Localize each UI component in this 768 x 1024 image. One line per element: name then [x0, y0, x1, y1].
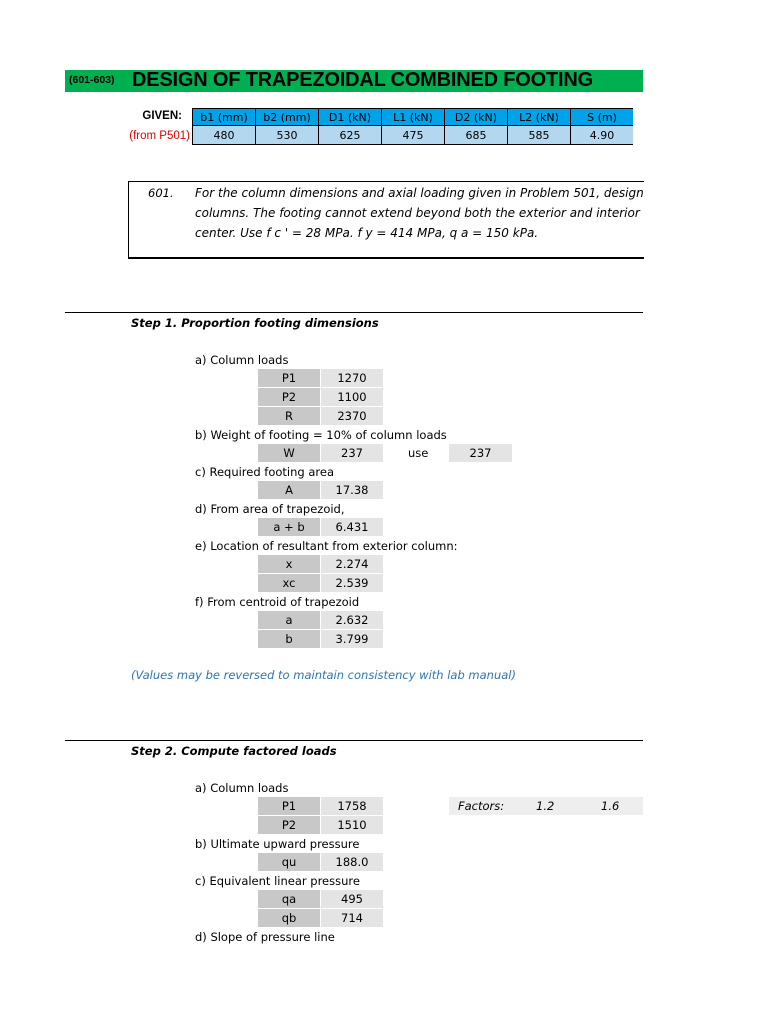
- given-label: GIVEN:: [142, 110, 182, 122]
- given-header-cell[interactable]: S (m): [571, 109, 634, 126]
- kv-value[interactable]: 2.274: [321, 555, 383, 573]
- use-label: use: [408, 446, 429, 460]
- step1-a-label: a) Column loads: [195, 353, 289, 367]
- given-header-cell[interactable]: b1 (mm): [193, 109, 256, 126]
- given-value-cell[interactable]: 480: [193, 126, 256, 145]
- problem-line: center. Use f c ' = 28 MPa. f y = 414 MPa, q a = 150 kPa.: [195, 226, 539, 240]
- kv-row: [258, 407, 383, 425]
- step1-c-label: c) Required footing area: [195, 465, 335, 479]
- factor-live[interactable]: 1.6: [601, 799, 620, 813]
- given-header-cell[interactable]: D1 (kN): [319, 109, 382, 126]
- kv-value[interactable]: 495: [321, 890, 383, 908]
- step2-a-label: a) Column loads: [195, 781, 289, 795]
- kv-row: [258, 611, 383, 629]
- kv-key[interactable]: W: [258, 444, 320, 462]
- given-source: (from P501): [129, 130, 190, 142]
- kv-key[interactable]: P1: [258, 797, 320, 815]
- kv-row: [258, 369, 383, 387]
- step1-e-label: e) Location of resultant from exterior column:: [195, 539, 458, 553]
- given-value-cell[interactable]: 530: [256, 126, 319, 145]
- kv-row: [258, 909, 383, 927]
- kv-row: [258, 518, 383, 536]
- kv-value[interactable]: 1270: [321, 369, 383, 387]
- kv-value[interactable]: 1758: [321, 797, 383, 815]
- kv-key[interactable]: R: [258, 407, 320, 425]
- use-value[interactable]: 237: [449, 444, 512, 462]
- kv-row: [258, 444, 383, 462]
- title-bar: [65, 70, 643, 92]
- kv-key[interactable]: x: [258, 555, 320, 573]
- section-divider: [65, 312, 643, 313]
- given-value-cell[interactable]: 625: [319, 126, 382, 145]
- kv-value[interactable]: 2.539: [321, 574, 383, 592]
- step2-title: Step 2. Compute factored loads: [131, 744, 337, 758]
- kv-key[interactable]: b: [258, 630, 320, 648]
- kv-key[interactable]: P1: [258, 369, 320, 387]
- kv-value[interactable]: 188.0: [321, 853, 383, 871]
- kv-key[interactable]: P2: [258, 388, 320, 406]
- step2-c-label: c) Equivalent linear pressure: [195, 874, 360, 888]
- step2-d-label: d) Slope of pressure line: [195, 930, 335, 944]
- problem-line: For the column dimensions and axial loading given in Problem 501, design: [195, 186, 644, 200]
- kv-value[interactable]: 2370: [321, 407, 383, 425]
- step1-b-label: b) Weight of footing = 10% of column loads: [195, 428, 447, 442]
- problem-line: columns. The footing cannot extend beyond both the exterior and interior: [195, 206, 640, 220]
- kv-key[interactable]: a: [258, 611, 320, 629]
- kv-key[interactable]: A: [258, 481, 320, 499]
- given-header-cell[interactable]: b2 (mm): [256, 109, 319, 126]
- kv-value[interactable]: 2.632: [321, 611, 383, 629]
- kv-key[interactable]: qb: [258, 909, 320, 927]
- factor-dead[interactable]: 1.2: [536, 799, 555, 813]
- kv-row: [258, 853, 383, 871]
- step1-f-label: f) From centroid of trapezoid: [195, 595, 360, 609]
- problem-box: [128, 181, 644, 259]
- step1-d-label: d) From area of trapezoid,: [195, 502, 345, 516]
- kv-value[interactable]: 1510: [321, 816, 383, 834]
- kv-row: [258, 574, 383, 592]
- kv-key[interactable]: xc: [258, 574, 320, 592]
- given-value-cell[interactable]: 585: [508, 126, 571, 145]
- kv-key[interactable]: a + b: [258, 518, 320, 536]
- factors-label: Factors:: [458, 799, 505, 813]
- problem-code: (601-603): [69, 74, 115, 86]
- given-value-cell[interactable]: 475: [382, 126, 445, 145]
- factors-row: [449, 797, 643, 815]
- kv-row: [258, 890, 383, 908]
- kv-row: [258, 797, 383, 815]
- step2-b-label: b) Ultimate upward pressure: [195, 837, 360, 851]
- page-title: DESIGN OF TRAPEZOIDAL COMBINED FOOTING: [132, 70, 593, 91]
- kv-value[interactable]: 237: [321, 444, 383, 462]
- given-value-cell[interactable]: 685: [445, 126, 508, 145]
- kv-value[interactable]: 3.799: [321, 630, 383, 648]
- given-table: [192, 108, 633, 145]
- given-header-cell[interactable]: D2 (kN): [445, 109, 508, 126]
- kv-row: [258, 388, 383, 406]
- kv-key[interactable]: qa: [258, 890, 320, 908]
- kv-value[interactable]: 6.431: [321, 518, 383, 536]
- problem-text: [195, 183, 644, 243]
- given-header-cell[interactable]: L2 (kN): [508, 109, 571, 126]
- given-value-cell[interactable]: 4.90: [571, 126, 634, 145]
- kv-row: [258, 816, 383, 834]
- problem-number: 601.: [148, 186, 174, 200]
- kv-value[interactable]: 17.38: [321, 481, 383, 499]
- note-text: (Values may be reversed to maintain consistency with lab manual): [131, 668, 516, 682]
- kv-key[interactable]: qu: [258, 853, 320, 871]
- kv-key[interactable]: P2: [258, 816, 320, 834]
- step1-title: Step 1. Proportion footing dimensions: [131, 316, 379, 330]
- section-divider: [65, 740, 643, 741]
- kv-row: [258, 630, 383, 648]
- kv-value[interactable]: 1100: [321, 388, 383, 406]
- given-header-cell[interactable]: L1 (kN): [382, 109, 445, 126]
- kv-row: [258, 555, 383, 573]
- kv-value[interactable]: 714: [321, 909, 383, 927]
- kv-row: [258, 481, 383, 499]
